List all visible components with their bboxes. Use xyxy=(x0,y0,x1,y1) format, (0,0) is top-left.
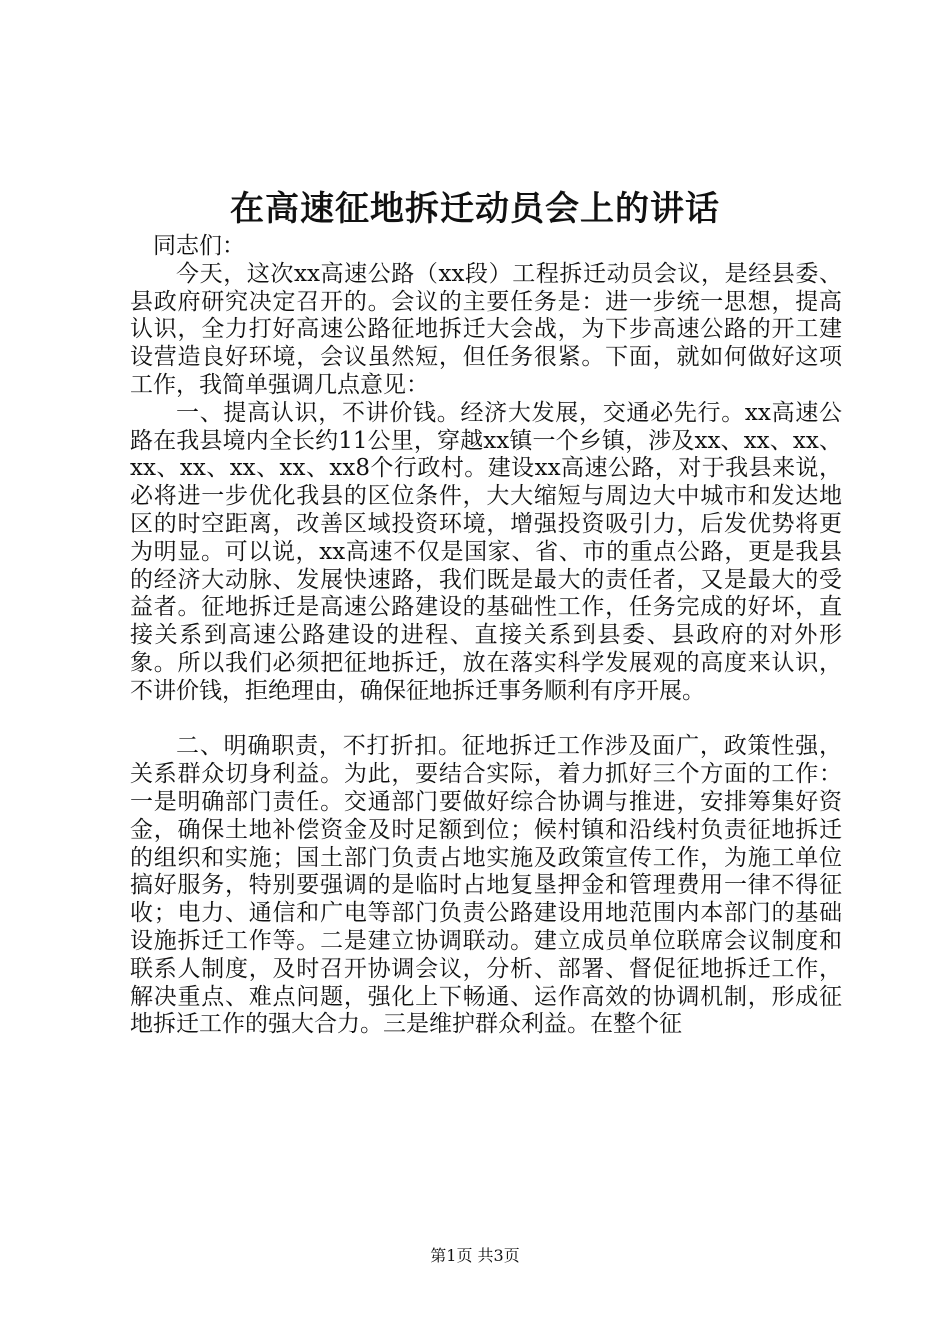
section-one-paragraph: 一、提高认识，不讲价钱。经济大发展，交通必先行。xx高速公路在我县境内全长约11公里，穿越xx镇一个乡镇，涉及xx、xx、xx、xx、xx、xx、xx、xx8个行政村。建设xx高速公路，对于我县来说，必将进一步优化我县的区位条件，大大缩短与周边大中城市和发达地区的时空距离，改善区域投资环境，增强投资吸引力，后发优势将更为明显。可以说，xx高速不仅是国家、省、市的重点公路，更是我县的经济大动脉、发展快速路，我们既是最大的责任者，又是最大的受益者。征地拆迁是高速公路建设的基础性工作，任务完成的好坏，直接关系到高速公路建设的进程、直接关系到县委、县政府的对外形象。所以我们必须把征地拆迁，放在落实科学发展观的高度来认识，不讲价钱，拒绝理由，确保征地拆迁事务顺利有序开展。 xyxy=(130,399,842,704)
document-body xyxy=(130,233,842,1039)
greeting-paragraph: 同志们： xyxy=(153,233,245,259)
document-title: 在高速征地拆迁动员会上的讲话 xyxy=(230,189,720,229)
intro-paragraph: 今天，这次xx高速公路（xx段）工程拆迁动员会议，是经县委、县政府研究决定召开的。会议的主要任务是：进一步统一思想，提高认识，全力打好高速公路征地拆迁大会战，为下步高速公路的开工建设营造良好环境，会议虽然短，但任务很紧。下面，就如何做好这项工作，我简单强调几点意见： xyxy=(130,260,842,398)
section-two-paragraph: 二、明确职责，不打折扣。征地拆迁工作涉及面广，政策性强，关系群众切身利益。为此，要结合实际，着力抓好三个方面的工作：一是明确部门责任。交通部门要做好综合协调与推进，安排筹集好资金，确保土地补偿资金及时足额到位；候村镇和沿线村负责征地拆迁的组织和实施；国土部门负责占地实施及政策宣传工作，为施工单位搞好服务，特别要强调的是临时占地复垦押金和管理费用一律不得征收；电力、通信和广电等部门负责公路建设用地范围内本部门的基础设施拆迁工作等。二是建立协调联动。建立成员单位联席会议制度和联系人制度，及时召开协调会议，分析、部署、督促征地拆迁工作，解决重点、难点问题，强化上下畅通、运作高效的协调机制，形成征地拆迁工作的强大合力。三是维护群众利益。在整个征 xyxy=(130,733,842,1038)
paragraph-gap xyxy=(130,706,842,734)
page-footer: 第1页 共3页 xyxy=(430,1246,520,1265)
